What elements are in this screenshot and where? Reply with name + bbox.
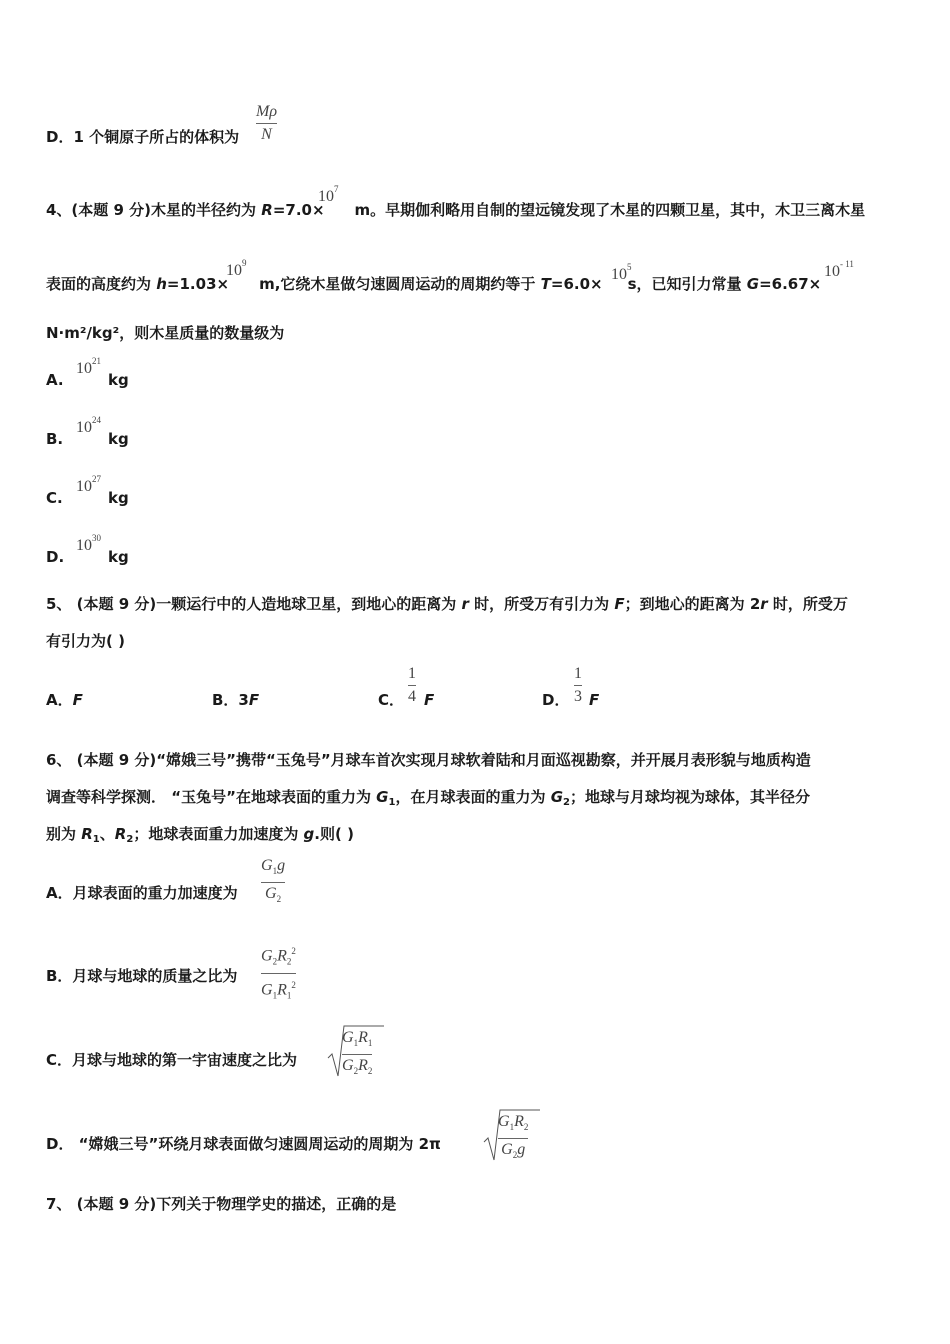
q4-option-d-power: $10^{30}$	[76, 533, 101, 554]
q6-option-c-fraction: $G_1R_1$ $G_2R_2$	[342, 1029, 373, 1077]
q5-line2: 有引力为( )	[46, 632, 125, 650]
q5-option-c: C．	[378, 691, 405, 709]
q4-option-a-unit: kg	[108, 371, 129, 389]
q6-option-d-fraction: $G_1R_2$ $G_2g$	[498, 1113, 529, 1161]
q4-option-d-unit: kg	[108, 548, 129, 566]
q4-option-b-power: $10^{24}$	[76, 415, 101, 436]
q6-line3: 别为 $R_1$、$R_2$；地球表面重力加速度为 g.则( )	[46, 825, 354, 845]
q4-power-G: $10^{- 11}$	[824, 259, 854, 280]
q4-power-h: $10^9$	[226, 258, 247, 279]
q5-option-a: A．F	[46, 691, 83, 709]
q5-option-d-value: F	[589, 691, 600, 709]
q5-option-d-fraction: 1 3	[574, 665, 582, 705]
q5-option-b: B．3F	[212, 691, 260, 709]
q3-frac-num: Mρ	[256, 103, 278, 120]
q3-option-d-label: D．1 个铜原子所占的体积为	[46, 128, 240, 146]
q4-option-c: C.	[46, 489, 63, 507]
q4-option-d: D.	[46, 548, 65, 566]
q4-line3: N·m²/kg²，则木星质量的数量级为	[46, 324, 285, 342]
q6-option-c: C．月球与地球的第一宇宙速度之比为	[46, 1051, 298, 1069]
q6-option-a-fraction: $G_1g$ $G_2$	[261, 857, 286, 905]
q6-option-a: A．月球表面的重力加速度为	[46, 884, 238, 902]
q6-line2: 调查等科学探测． “玉兔号”在地球表面的重力为 $G_1$，在月球表面的重力为 $G_2$；地球与月球均视为球体，其半径分	[46, 788, 810, 808]
q4-option-a-power: $10^{21}$	[76, 356, 101, 377]
q4-line2: 表面的高度约为 h=1.03× m,它绕木星做匀速圆周运动的周期约等于 T=6.0× s，已知引力常量 G=6.67×	[46, 275, 822, 293]
q5-option-c-fraction: 1 4	[408, 665, 416, 705]
q4-option-c-power: $10^{27}$	[76, 474, 101, 495]
q5-option-d: D．	[542, 691, 570, 709]
q7-line1: 7、 (本题 9 分)下列关于物理学史的描述，正确的是	[46, 1195, 397, 1213]
q6-option-d: D． “嫦娥三号”环绕月球表面做匀速圆周运动的周期为 2π	[46, 1135, 441, 1153]
q6-option-b: B．月球与地球的质量之比为	[46, 967, 238, 985]
q4-option-b-unit: kg	[108, 430, 129, 448]
q3-frac-den: N	[261, 126, 272, 143]
q4-option-c-unit: kg	[108, 489, 129, 507]
q5-option-c-value: F	[424, 691, 435, 709]
q5-line1: 5、 (本题 9 分)一颗运行中的人造地球卫星，到地心的距离为 r 时，所受万有引力为 F；到地心的距离为 2r 时，所受万	[46, 595, 848, 613]
q3-option-d-fraction	[256, 103, 277, 144]
q4-power-R: $10^7$	[318, 184, 339, 205]
q4-option-a: A.	[46, 371, 64, 389]
q6-option-b-fraction: $G_2R_2^2$ $G_1R_1^2$	[261, 946, 296, 1001]
q3-option-d	[46, 127, 239, 147]
q4-power-T: $10^5$	[611, 262, 632, 283]
q6-line1: 6、 (本题 9 分)“嫦娥三号”携带“玉兔号”月球车首次实现月球软着陆和月面巡视勘察，并开展月表形貌与地质构造	[46, 751, 811, 769]
q4-option-b: B.	[46, 430, 64, 448]
q4-line1: 4、(本题 9 分)木星的半径约为 R=7.0× m。早期伽利略用自制的望远镜发现了木星的四颗卫星，其中，木卫三离木星	[46, 201, 866, 219]
